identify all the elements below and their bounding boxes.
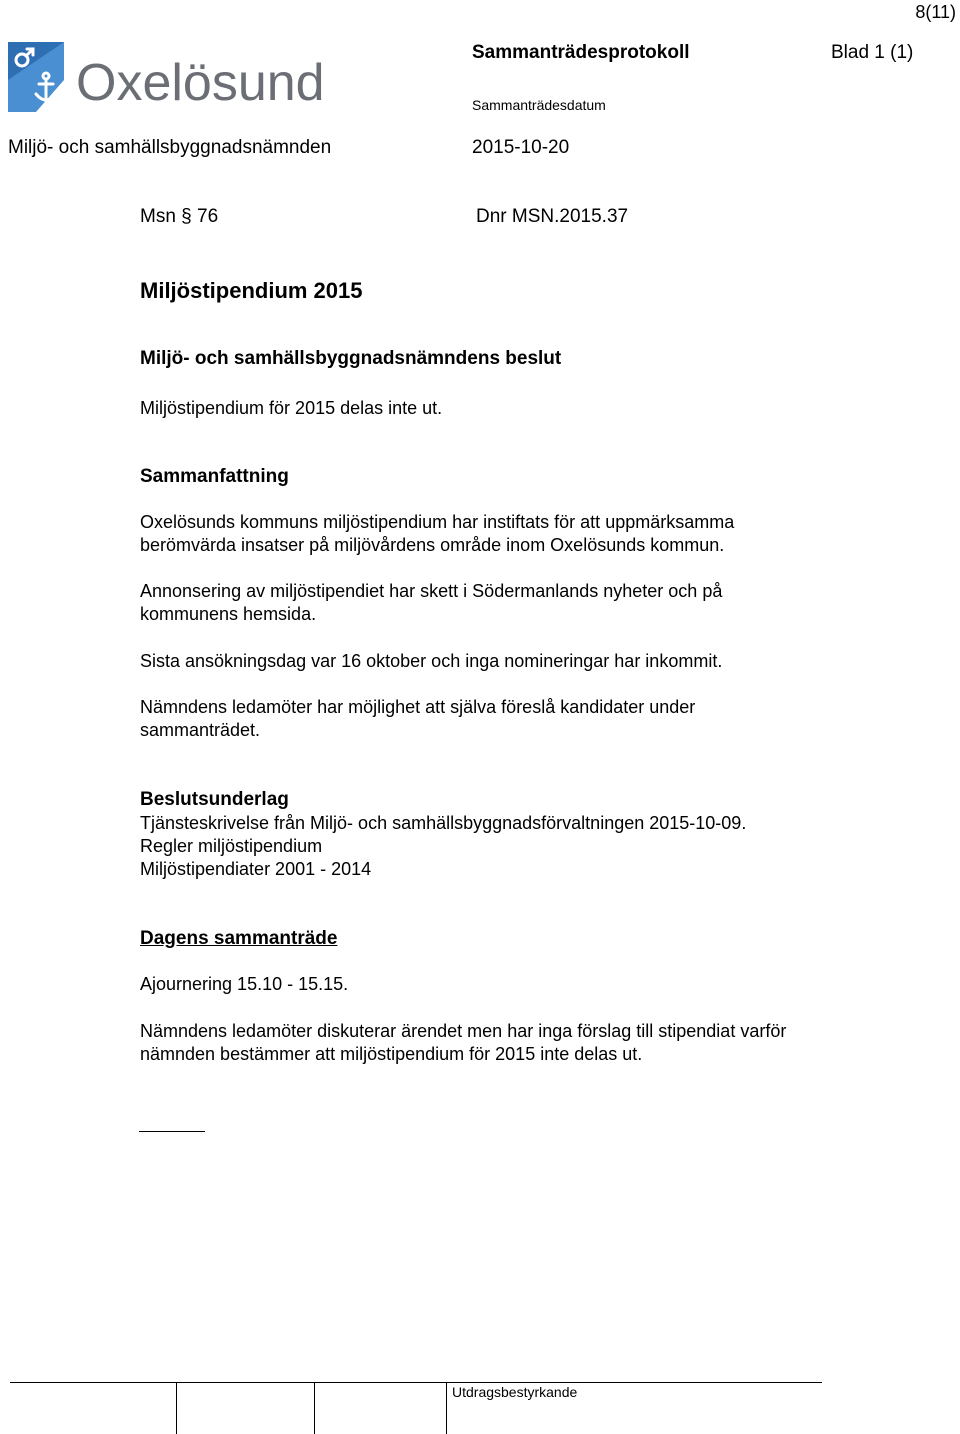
case-title: Miljöstipendium 2015 xyxy=(140,278,363,303)
decision-text: Miljöstipendium för 2015 delas inte ut. xyxy=(140,398,443,418)
summary-paragraph: Oxelösunds kommuns miljöstipendium har instiftats för att uppmärksamma berömvärda insatser på miljövårdens område inom Oxelösunds kommun. xyxy=(140,512,735,555)
meeting-date: 2015-10-20 xyxy=(472,137,570,158)
basis-item: Regler miljöstipendium xyxy=(140,836,323,856)
committee-name: Miljö- och samhällsbyggnadsnämnden xyxy=(8,137,332,158)
signature-line xyxy=(139,1131,205,1132)
summary-paragraph: Nämndens ledamöter har möjlighet att själva föreslå kandidater under sammanträdet. xyxy=(140,697,696,740)
basis-list xyxy=(140,812,746,881)
basis-heading: Beslutsunderlag xyxy=(140,789,289,810)
todays-meeting-heading: Dagens sammanträde xyxy=(140,928,338,949)
signature-box-divider xyxy=(176,1382,177,1434)
summary-paragraph: Annonsering av miljöstipendiet har skett i Södermanlands nyheter och på kommunens hemsida. xyxy=(140,581,723,624)
certification-label: Utdragsbestyrkande xyxy=(452,1384,578,1400)
signature-box-divider xyxy=(446,1382,447,1434)
meeting-date-label: Sammanträdesdatum xyxy=(472,97,606,113)
oxelosund-logo xyxy=(6,40,326,116)
logo-wordmark: Oxelösund xyxy=(76,54,325,112)
case-number: Dnr MSN.2015.37 xyxy=(476,206,629,227)
basis-item: Tjänsteskrivelse från Miljö- och samhällsbyggnadsförvaltningen 2015-10-09. xyxy=(140,813,747,833)
signature-box-divider xyxy=(314,1382,315,1434)
decision-heading: Miljö- och samhällsbyggnadsnämndens beslut xyxy=(140,348,562,369)
adjournment-text: Ajournering 15.10 - 15.15. xyxy=(140,974,349,994)
document-type: Sammanträdesprotokoll xyxy=(472,42,690,63)
paragraph-number: Msn § 76 xyxy=(140,206,219,227)
footer-divider xyxy=(10,1382,822,1383)
discussion-text: Nämndens ledamöter diskuterar ärendet men har inga förslag till stipendiat varför nämnden bestämmer att miljöstipendium för 2015 inte delas ut. xyxy=(140,1021,787,1064)
summary-heading: Sammanfattning xyxy=(140,466,289,487)
basis-item: Miljöstipendiater 2001 - 2014 xyxy=(140,859,372,879)
summary-paragraph: Sista ansökningsdag var 16 oktober och inga nomineringar har inkommit. xyxy=(140,651,723,671)
sheet-number: Blad 1 (1) xyxy=(831,42,914,63)
page-number: 8(11) xyxy=(915,2,956,22)
